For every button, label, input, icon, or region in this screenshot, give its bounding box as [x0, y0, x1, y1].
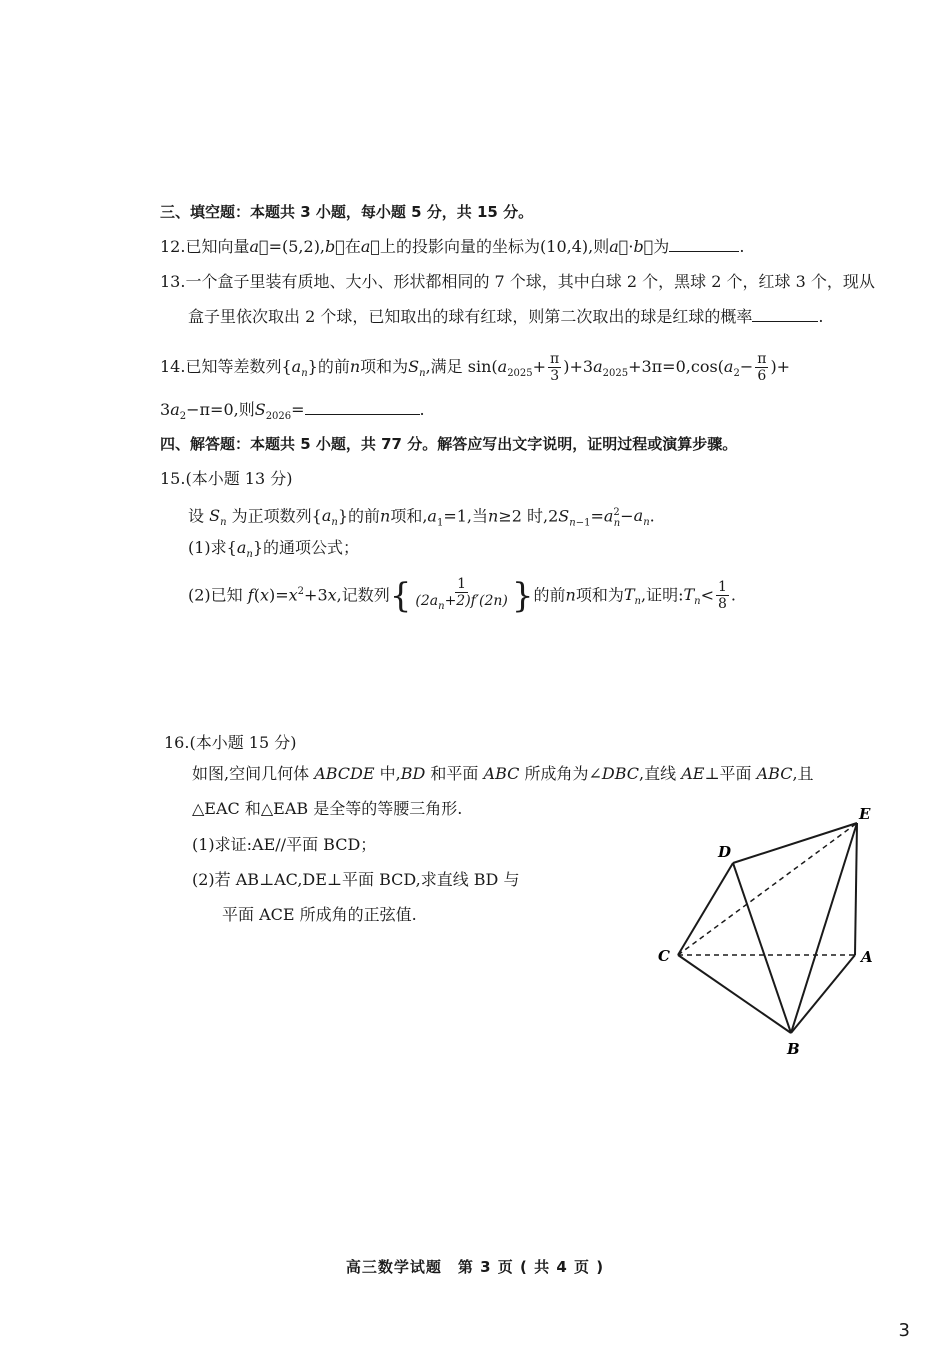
vertex-label-C: C — [658, 947, 670, 965]
section-3-heading: 三、填空题：本题共 3 小题，每小题 5 分，共 15 分。 — [160, 203, 534, 221]
edge-CB — [678, 955, 791, 1033]
question-15-stem: 设 $S_n$ 为正项数列$\{a_n\}$的前n项和$,a_1=1$,当n≥2 时$,2S_{n-1}=a^2_n-a_n$. — [188, 506, 655, 529]
question-13-line-1: 13.一个盒子里装有质地、大小、形状都相同的 7 个球，其中白球 2 个，黑球 2 个，红球 3 个，现从 — [160, 272, 875, 291]
vertex-label-B: B — [787, 1040, 800, 1058]
answer-blank-14 — [305, 400, 420, 415]
edge-CD — [678, 863, 733, 955]
question-12: 12.已知向量a⃗=(5,2),b⃗在a⃗上的投影向量的坐标为(10,4),则a⃗·b⃗为 . — [160, 237, 745, 256]
vertex-label-E: E — [859, 805, 871, 823]
question-16-part-2-cont: 平面 ACE 所成角的正弦值. — [222, 905, 417, 924]
answer-blank-13 — [752, 307, 818, 322]
question-15-part-2: (2)已知 $f(x)=x^2+3x$,记数列{ $\frac{1}{(2a_n+2)f'(2n)}$ }的前n项和为$T_n$,证明$:T_n<$ $\frac{1}{8}$ . — [188, 575, 737, 616]
question-14-line-2: $3a_2-\pi=0$,则$S_{2026}=$ . — [160, 400, 425, 423]
edge-EB — [791, 823, 857, 1033]
question-13-line-2: 盒子里依次取出 2 个球，已知取出的球有红球，则第二次取出的球是红球的概率 . — [188, 307, 824, 326]
edge-EA — [855, 823, 857, 955]
question-15-part-1: (1)求$\{a_n\}$的通项公式； — [188, 538, 360, 561]
edge-AB — [791, 955, 855, 1033]
vertex-label-D: D — [718, 843, 732, 861]
edge-CE-dashed — [678, 823, 857, 955]
question-16-stem-line-2: △EAC 和△EAB 是全等的等腰三角形. — [192, 799, 463, 818]
page-number: 3 — [898, 1320, 910, 1341]
question-16-part-2: (2)若 AB⊥AC,DE⊥平面 BCD,求直线 BD 与 — [192, 870, 520, 889]
question-16-header: 16.(本小题 15 分) — [164, 733, 297, 752]
edge-DB — [733, 863, 791, 1033]
vertex-label-A: A — [861, 948, 873, 966]
question-16-stem-line-1: 如图,空间几何体 ABCDE 中,BD 和平面 ABC 所成角为∠DBC,直线 AE⊥平面 ABC,且 — [192, 764, 814, 783]
answer-blank-12 — [669, 237, 739, 252]
page-footer: 高三数学试题 第 3 页 ( 共 4 页 ) — [345, 1258, 605, 1276]
question-15-header: 15.(本小题 13 分) — [160, 469, 293, 488]
question-16-part-1: (1)求证:AE//平面 BCD； — [192, 835, 377, 854]
edge-DE — [733, 823, 857, 863]
question-14-line-1: 14.已知等差数列$\{a_n\}$的前n项和为$S_n$,满足 $\sin(a_{2025}+$ $\frac{\pi}{3}$ )$+3a_{2025}+3\pi=0,\cos(a_2-$ $\frac{\pi}{6}$ )+ — [160, 351, 791, 384]
section-4-heading: 四、解答题：本题共 5 小题，共 77 分。解答应写出文字说明，证明过程或演算步骤。 — [160, 435, 738, 453]
geometry-figure — [640, 795, 900, 1065]
